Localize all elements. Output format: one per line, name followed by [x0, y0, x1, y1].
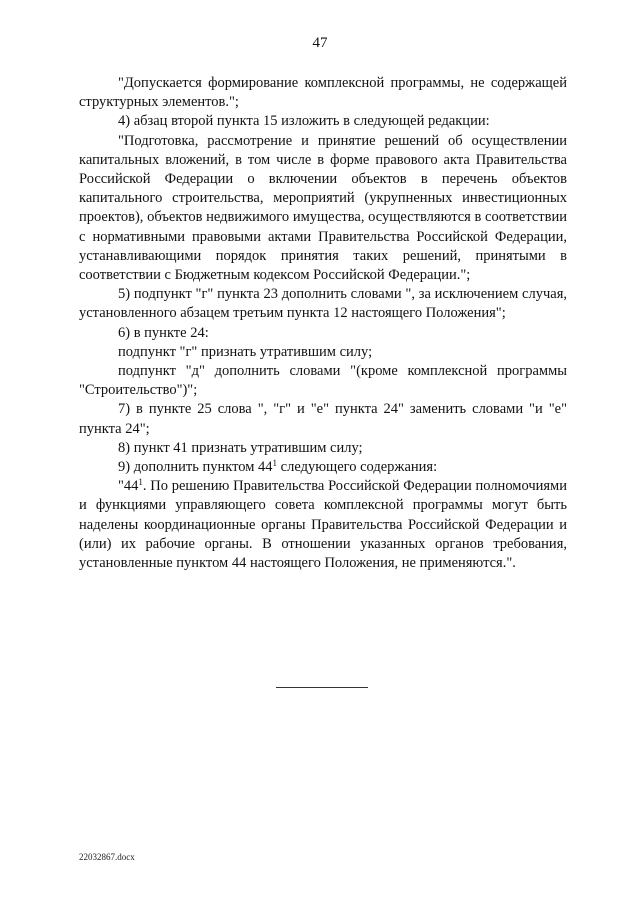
text-span: "44 [118, 478, 139, 495]
closing-rule [276, 687, 368, 688]
paragraph: 4) абзац второй пункта 15 изложить в следующей редакции: [118, 113, 490, 130]
page-number: 47 [312, 35, 328, 51]
text-span: . По решению Правительства Российской Федерации полномочиями и функциями управляющего совета комплексной программы могут быть наделены координационные органы Правительства Российской Федерации и (или) их рабочие органы. В отношении указанных органов требования, установленные пунктом 44 настоящего Положения, не применяются.". [79, 478, 567, 572]
paragraph: подпункт "д" дополнить словами "(кроме комплексной программы "Строительство")"; [79, 363, 567, 399]
paragraph: 8) пункт 41 признать утратившим силу; [118, 439, 363, 456]
document-body [79, 74, 567, 573]
superscript: 1 [272, 458, 278, 469]
paragraph: "Допускается формирование комплексной программы, не содержащей структурных элементов."; [79, 75, 567, 111]
paragraph: "Подготовка, рассмотрение и принятие решений об осуществлении капитальных вложений, в том числе в форме правового акта Правительства Российской Федерации о включении объектов в перечень объектов капитального строительства, мероприятий (укрупненных инвестиционных проектов), объектов недвижимого имущества, осуществляются в соответствии с нормативными правовыми актами Правительства Российской Федерации, устанавливающими порядок принятия таких решений, принятыми в соответствии с Бюджетным кодексом Российской Федерации."; [79, 132, 567, 284]
superscript: 1 [138, 477, 143, 488]
text-span: 9) дополнить пунктом 44 [118, 459, 273, 476]
document-file-id: 22032867.docx [79, 852, 135, 862]
paragraph: 7) в пункте 25 слова ", "г" и "е" пункта 24" заменить словами "и "е" пункта 24"; [79, 401, 567, 437]
paragraph: подпункт "г" признать утратившим силу; [118, 343, 373, 360]
paragraph: 6) в пункте 24: [118, 324, 209, 341]
paragraph: 5) подпункт "г" пункта 23 дополнить словами ", за исключением случая, установленного абзацем третьим пункта 12 настоящего Положения"; [79, 286, 567, 322]
text-span: следующего содержания: [277, 459, 438, 476]
paragraph-44-1 [79, 477, 567, 573]
paragraph-9 [79, 458, 567, 477]
